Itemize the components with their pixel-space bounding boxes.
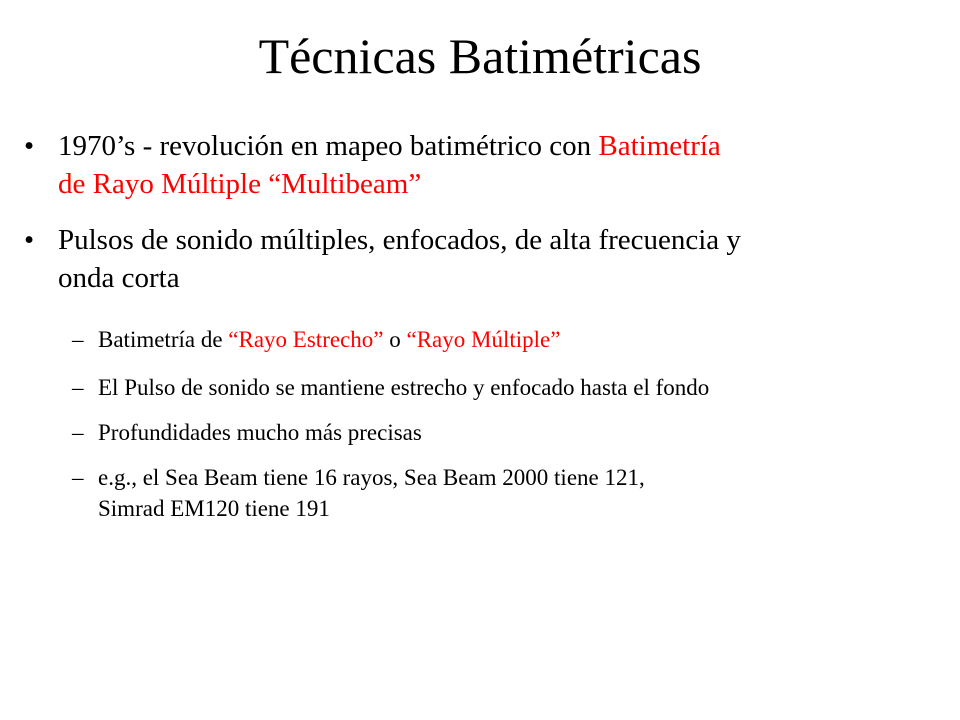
bullet-item	[24, 127, 942, 203]
subbullet-text	[98, 324, 942, 355]
bullet-item	[24, 221, 942, 297]
subbullet-text-plain: o	[383, 327, 407, 352]
subbullet-item	[72, 372, 942, 403]
subbullet-highlight: “Rayo Estrecho”	[228, 327, 384, 352]
subbullet-dash: –	[72, 465, 84, 490]
subbullet-text-plain: Batimetría de	[98, 327, 229, 352]
subbullet-dash: –	[72, 375, 84, 400]
subbullet-item	[72, 462, 942, 524]
bullet-text	[58, 127, 942, 165]
subbullet-text-line: Simrad EM120 tiene 191	[98, 496, 330, 521]
bullet-text-plain: 1970’s - revolución en mapeo batimétrico con	[58, 130, 599, 162]
bullet-highlight-continued: de Rayo Múltiple “Multibeam”	[58, 168, 422, 200]
subbullet-dash: –	[72, 327, 84, 352]
subbullet-item	[72, 417, 942, 448]
bullet-dot: •	[24, 130, 35, 162]
subbullet-text: El Pulso de sonido se mantiene estrecho y enfocado hasta el fondo	[98, 375, 710, 400]
subbullet-highlight: “Rayo Múltiple”	[406, 327, 561, 352]
bullet-text-line: onda corta	[58, 262, 180, 294]
bullet-highlight: Batimetría	[598, 130, 721, 162]
subbullet-dash: –	[72, 420, 84, 445]
bullet-dot: •	[24, 224, 35, 256]
subbullet-item	[72, 324, 942, 355]
subbullet-text: Profundidades mucho más precisas	[98, 420, 422, 445]
bullet-text-line: Pulsos de sonido múltiples, enfocados, de alta frecuencia y	[58, 224, 741, 256]
subbullet-text-line: e.g., el Sea Beam tiene 16 rayos, Sea Beam 2000 tiene 121,	[98, 465, 645, 490]
slide-title: Técnicas Batimétricas	[258, 28, 702, 84]
